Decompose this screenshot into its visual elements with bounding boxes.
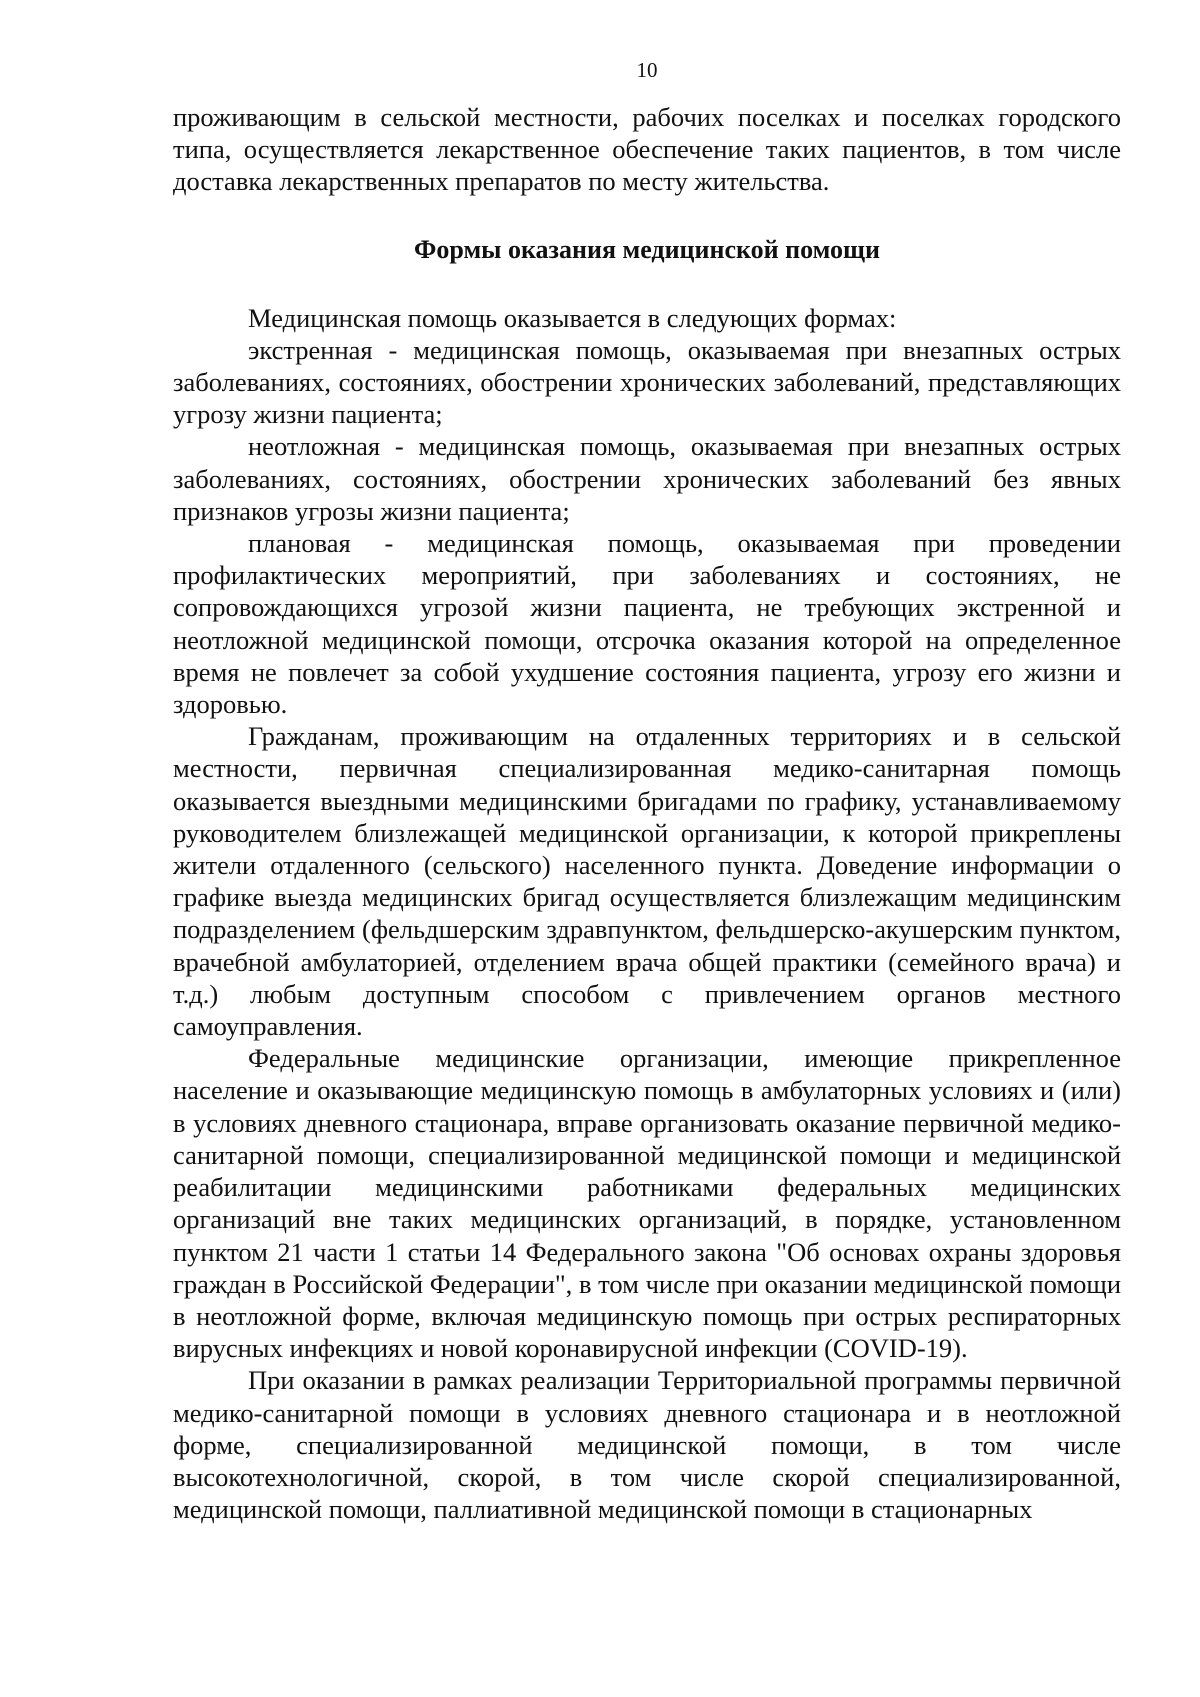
paragraph-urgent: неотложная - медицинская помощь, оказываемая при внезапных острых заболеваниях, состояниях, обострении хронических заболеваний без явных признаков угрозы жизни пациента;: [173, 431, 1121, 526]
document-page: [173, 55, 1121, 1525]
paragraph-remote-territories: Гражданам, проживающим на отдаленных территориях и в сельской местности, первичная специализированная медико-санитарная помощь оказывается выездными медицинскими бригадами по графику, устанавливаемому руководителем близлежащей медицинской организации, к которой прикреплены жители отдаленного (сельского) населенного пункта. Доведение информации о графике выезда медицинских бригад осуществляется близлежащим медицинским подразделением (фельдшерским здравпунктом, фельдшерско-акушерским пунктом, врачебной амбулаторией, отделением врача общей практики (семейного врача) и т.д.) любым доступным способом с привлечением органов местного самоуправления.: [173, 721, 1121, 1042]
paragraph-emergency: экстренная - медицинская помощь, оказываемая при внезапных острых заболеваниях, состояниях, обострении хронических заболеваний, представляющих угрозу жизни пациента;: [173, 334, 1121, 430]
page-number: 10: [636, 58, 658, 82]
paragraph-planned: плановая - медицинская помощь, оказываемая при проведении профилактических мероприятий, при заболеваниях и состояниях, не сопровождающихся угрозой жизни пациента, не требующих экстренной и неотложной медицинской помощи, отсрочка оказания которой на определенное время не повлечет за собой ухудшение состояния пациента, угрозу его жизни и здоровью.: [173, 528, 1121, 720]
paragraph-federal-organizations: Федеральные медицинские организации, имеющие прикрепленное население и оказывающие медицинскую помощь в амбулаторных условиях и (или) в условиях дневного стационара, вправе организовать оказание первичной медико-санитарной помощи, специализированной медицинской помощи и медицинской реабилитации медицинскими работниками федеральных медицинских организаций вне таких медицинских организаций, в порядке, установленном пунктом 21 части 1 статьи 14 Федерального закона "Об основах охраны здоровья граждан в Российской Федерации", в том числе при оказании медицинской помощи в неотложной форме, включая медицинскую помощь при острых респираторных вирусных инфекциях и новой коронавирусной инфекции (COVID-19).: [173, 1043, 1121, 1364]
paragraph-territorial-program: При оказании в рамках реализации Территориальной программы первичной медико-санитарной помощи в условиях дневного стационара и в неотложной форме, специализированной медицинской помощи, в том числе высокотехнологичной, скорой, в том числе скорой специализированной, медицинской помощи, паллиативной медицинской помощи в стационарных: [173, 1365, 1121, 1525]
intro-paragraph: проживающим в сельской местности, рабочих поселках и поселках городского типа, осуществляется лекарственное обеспечение таких пациентов, в том числе доставка лекарственных препаратов по месту жительства.: [173, 102, 1121, 197]
section-heading: Формы оказания медицинской помощи: [414, 234, 880, 264]
paragraph-forms-intro: Медицинская помощь оказывается в следующих формах:: [248, 302, 897, 333]
